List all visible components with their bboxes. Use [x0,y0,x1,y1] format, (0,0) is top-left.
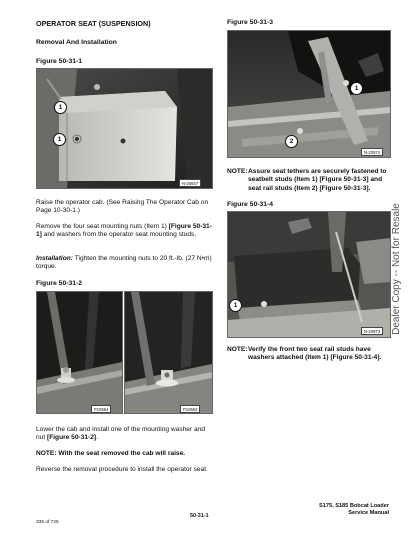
figure-50-31-1-title: Figure 50-31-1 [36,58,83,65]
fig1-reference-tag: N-20647 [179,179,201,187]
figure-50-31-3-photo [227,30,391,158]
para-lower-cab [36,426,212,443]
figure-50-31-2-photo-left [36,291,123,414]
fig3-callout-1: 1 [350,82,363,95]
note-washers-label: NOTE: [227,346,248,353]
footer-model: S175, S185 Bobcat Loader [319,503,389,509]
installation-text: Tighten the mounting nuts to 20 ft.-lb. (27 N•m) torque. [36,255,212,271]
fig3-callout-2: 2 [285,135,298,148]
fig2-right-reference-tag: P10563 [180,405,200,413]
note-washers-text: Verify the front two seat rail studs have washers attached (Item 1) [Figure 50-31-4]. [248,346,382,362]
footer-title [280,503,389,517]
figure-50-31-2-photo-right [124,291,213,414]
subsection-title: Removal And Installation [36,39,117,46]
fig1-callout-a: 1 [54,101,67,114]
figure-50-31-3-title: Figure 50-31-3 [227,19,274,26]
para-remove-nuts-figure-ref: [Figure 50-31-1] [36,223,212,239]
para-remove-nuts [36,223,212,240]
note-tethers-text: Assure seat tethers are securely fastened to seatbelt studs (Item 1) [Figure 50-31-3] and seat rail studs (Item 2) [Figure 50-31-3]. [248,168,387,192]
fig2-left-reference-tag: P10564 [91,405,111,413]
para-remove-nuts-text-b: and washers from the operator seat mounting studs. [41,231,197,239]
para-lower-cab-text-a: Lower the cab and install one of the mounting washer and nut [36,426,205,442]
fig4-callout-1: 1 [229,299,242,312]
figure-50-31-2-title: Figure 50-31-2 [36,280,83,287]
para-reverse-procedure: Reverse the removal procedure to install the operator seat. [36,466,208,473]
footer-manual: Service Manual [348,510,389,517]
figure-50-31-1-photo [36,68,213,189]
para-installation [36,255,212,272]
note-tethers-label: NOTE: [227,168,248,175]
para-lower-cab-figure-ref: [Figure 50-31-2] [47,434,97,442]
fig1-callout-b: 1 [53,133,66,146]
dealer-copy-watermark: Dealer Copy -- Not for Resale [391,203,402,335]
figure-50-31-4-photo [227,211,391,338]
page-count: 336 of 725 [36,520,59,525]
para-remove-nuts-text-a: Remove the four seat mounting nuts (Item 1) [36,223,169,230]
fig3-reference-tag: N-20974 [361,148,383,156]
section-title: OPERATOR SEAT (SUSPENSION) [36,19,151,28]
fig4-reference-tag: N-20973 [361,327,383,335]
para-lower-cab-text-b: . [96,434,98,442]
figure-50-31-4-title: Figure 50-31-4 [227,201,274,208]
installation-label: Installation: [36,255,73,262]
note-cab-raise: NOTE: With the seat removed the cab will raise. [36,450,186,457]
para-raise-cab: Raise the operator cab. (See Raising The Operator Cab on Page 10-30-1.) [36,199,209,215]
page-number: 50-31-1 [190,513,209,519]
